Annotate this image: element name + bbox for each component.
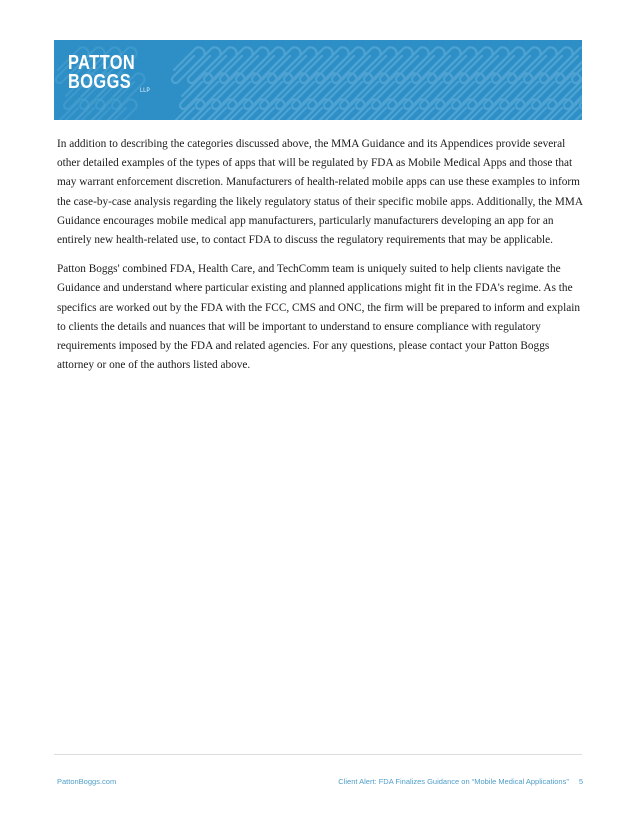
paragraph: Patton Boggs' combined FDA, Health Care, and TechComm team is uniquely suited to help clients navigate the Guidance and understand where particular existing and planned applications might fit in the FDA's regime. As the specifics are worked out by the FDA with the FCC, CMS and ONC, the firm will be prepared to inform and explain to clients the details and nuances that will be important to understand to ensure compliance with regulatory requirements imposed by the FDA and related agencies. For any questions, please contact your Patton Boggs attorney or one of the authors listed above. xyxy=(57,263,581,372)
patton-boggs-logo xyxy=(68,52,151,94)
footer-document-title: Client Alert: FDA Finalizes Guidance on “Mobile Medical Applications” xyxy=(338,777,569,786)
article-body xyxy=(57,135,587,385)
footer-right xyxy=(338,777,583,786)
logo-line-2: BOGGS xyxy=(68,71,132,93)
logo-line-1: PATTON xyxy=(68,52,136,74)
paragraph: In addition to describing the categories discussed above, the MMA Guidance and its Appendices provide several other detailed examples of the types of apps that will be regulated by FDA as Mobile Medical Apps and those that may warrant enforcement discretion. Manufacturers of health-related mobile apps can use these examples to inform the case-by-case analysis regarding the likely regulatory status of their specific mobile apps. Additionally, the MMA Guidance encourages mobile medical app manufacturers, particularly manufacturers developing an app for an entirely new health-related use, to contact FDA to discuss the regulatory requirements that may be applicable. xyxy=(57,138,583,247)
page-number: 5 xyxy=(578,777,583,786)
logo-mark: LLP xyxy=(140,88,151,94)
footer-website[interactable]: PattonBoggs.com xyxy=(57,777,117,786)
header-banner xyxy=(54,40,582,120)
footer-divider xyxy=(54,754,582,755)
